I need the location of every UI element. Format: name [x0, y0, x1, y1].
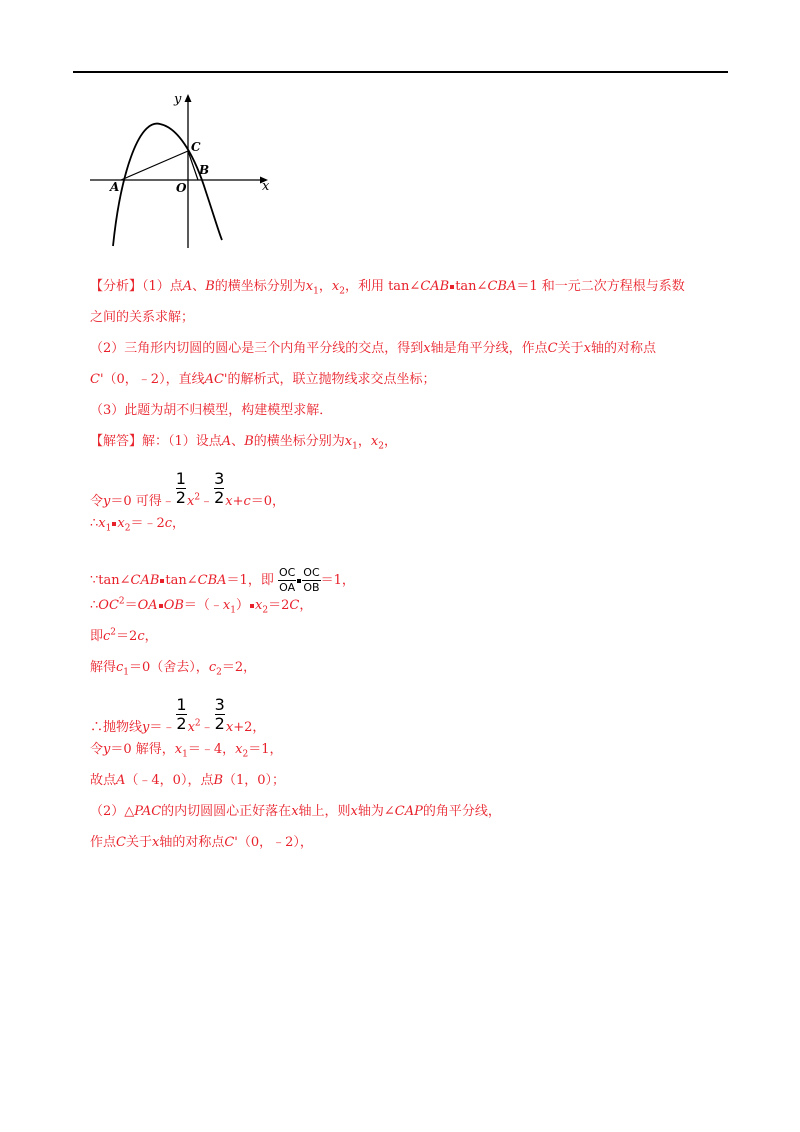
line-answer-11: （2）△PAC的内切圆圆心正好落在x轴上，则x轴为∠CAP的角平分线，: [90, 804, 501, 819]
fraction-one-half: $\frac{1}{2}$: [175, 469, 186, 507]
line-answer-1: 【解答】解：（1）设点A、B的横坐标分别为$x_1$，$x_2$，: [90, 434, 397, 452]
fraction-oc-oa: $\frac{OC}{OA}$: [278, 566, 296, 594]
line-analysis-4: C'（0，﹣2），直线AC'的解析式，联立抛物线求交点坐标；: [90, 372, 436, 387]
line-answer-7: 解得$c_1=0$（舍去），$c_2=2$，: [90, 660, 257, 678]
fraction-three-half-2: $\frac{3}{2}$: [214, 695, 225, 733]
fraction-three-half: $\frac{3}{2}$: [214, 469, 225, 507]
line-answer-4: ∵tan∠CAB tan∠CBA＝1，即 $\frac{OC}{OA}$ $\frac{OC}{OB}$ ＝1，: [90, 566, 355, 594]
line-answer-6: 即$c^2=2c$，: [90, 627, 158, 644]
label-y: y: [174, 92, 182, 107]
line-answer-3: $\therefore x_1$ $x_2=﹣2c$，: [90, 516, 186, 534]
line-analysis-5: （3）此题为胡不归模型，构建模型求解．: [90, 403, 333, 418]
line-answer-12: 作点C关于x轴的对称点C'（0，﹣2），: [90, 835, 313, 850]
line-answer-2: 令y＝0 可得﹣ $\frac{1}{2}$ $x^2﹣$ $\frac{3}{2}$ x+c＝0，: [90, 483, 285, 520]
label-b: B: [199, 163, 210, 177]
fraction-one-half-2: $\frac{1}{2}$: [176, 695, 187, 733]
label-c: C: [191, 140, 201, 154]
y-axis-arrow: [185, 94, 192, 102]
fraction-oc-ob: $\frac{OC}{OB}$: [303, 566, 320, 594]
label-a: A: [110, 180, 120, 194]
line-answer-5: $\therefore OC^2=OA$ $OB=(﹣x_1)$ $x_2=2C$，: [90, 596, 313, 616]
parabola-figure: [86, 88, 276, 254]
label-x: x: [262, 179, 270, 194]
line-analysis-1: 【分析】（1）点A、B的横坐标分别为$x_1$，$x_2$，利用 tan∠CAB tan∠CBA＝1 和一元二次方程根与系数: [90, 279, 685, 297]
line-analysis-3: （2）三角形内切圆的圆心是三个内角平分线的交点，得到x轴是角平分线，作点C关于x轴的对称点: [90, 341, 656, 356]
parabola-curve-visible: [113, 124, 222, 246]
header-rule: [73, 71, 728, 73]
line-answer-9: 令y＝0 解得，$x_1=﹣4$，$x_2=1$，: [90, 742, 283, 760]
line-answer-10: 故点A（﹣4，0），点B（1，0）；: [90, 773, 286, 788]
label-o: O: [176, 181, 187, 195]
line-analysis-2: 之间的关系求解；: [90, 310, 195, 325]
line-answer-8: ∴抛物线y＝﹣ $\frac{1}{2}$ $x^2﹣$ $\frac{3}{2}$ x+2，: [90, 709, 265, 746]
